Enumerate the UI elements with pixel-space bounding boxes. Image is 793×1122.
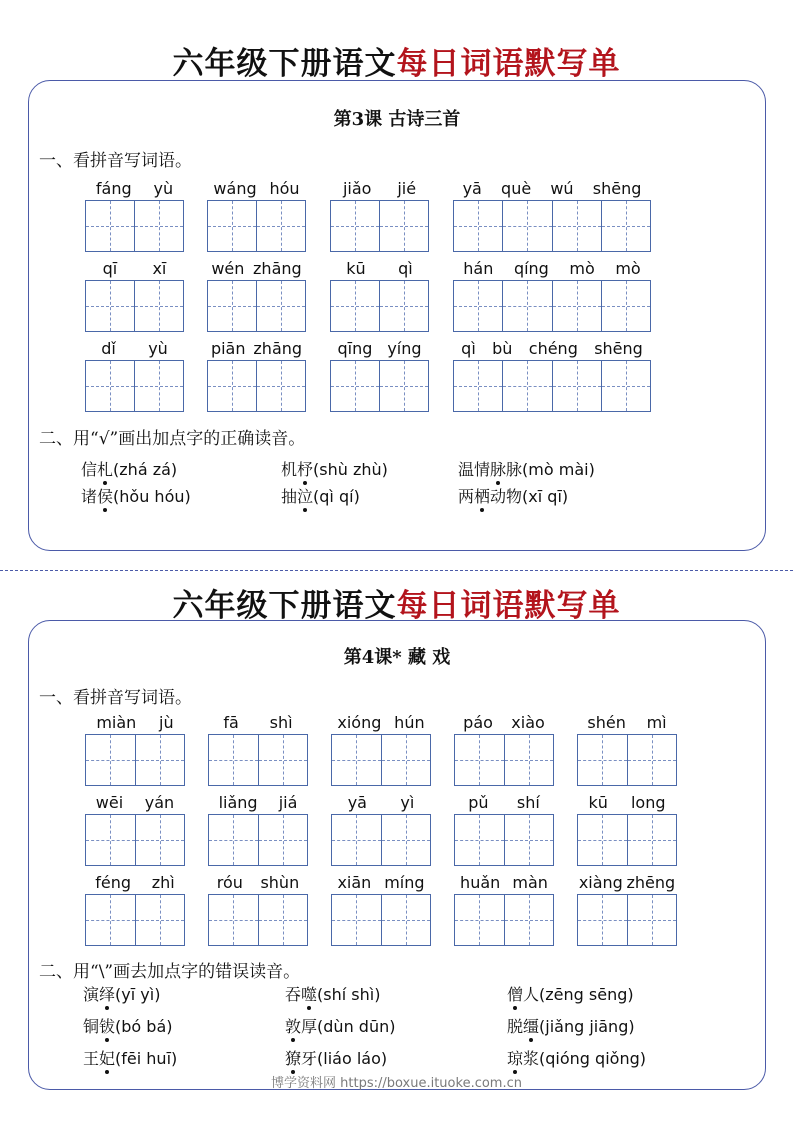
pronunciation-question[interactable] bbox=[458, 484, 568, 507]
tianzige-writing-grid[interactable] bbox=[208, 894, 308, 946]
dotted-character: 噬 bbox=[301, 985, 318, 1004]
pinyin-syllable: yù bbox=[153, 179, 174, 198]
pinyin-syllable: hóu bbox=[269, 179, 300, 198]
pinyin-syllable: piān bbox=[210, 339, 246, 358]
pinyin-syllable: zhāng bbox=[253, 339, 303, 358]
pinyin-options[interactable]: (dùn dūn) bbox=[317, 1017, 396, 1036]
pinyin-syllable: xiàng bbox=[578, 873, 623, 892]
writing-cell[interactable] bbox=[552, 201, 601, 251]
pinyin-label bbox=[85, 872, 185, 894]
tianzige-writing-grid[interactable] bbox=[331, 894, 431, 946]
pinyin-syllable: màn bbox=[512, 873, 548, 892]
tianzige-writing-grid[interactable] bbox=[330, 200, 429, 252]
writing-cell[interactable] bbox=[209, 735, 258, 785]
word-text: 人 bbox=[523, 985, 540, 1004]
pinyin-word-box bbox=[207, 178, 306, 252]
pinyin-word-box bbox=[208, 792, 308, 866]
pinyin-label bbox=[454, 712, 554, 734]
writing-cell[interactable] bbox=[379, 201, 428, 251]
writing-cell[interactable] bbox=[86, 201, 134, 251]
writing-cell[interactable] bbox=[601, 201, 650, 251]
section1-heading: 一、看拼音写词语。 bbox=[39, 688, 192, 708]
pinyin-syllable: jiá bbox=[278, 793, 298, 812]
pinyin-options[interactable]: (bó bá) bbox=[115, 1017, 173, 1036]
pinyin-label bbox=[330, 178, 429, 200]
writing-cell[interactable] bbox=[379, 281, 428, 331]
pinyin-label bbox=[330, 258, 429, 280]
pronunciation-question[interactable] bbox=[507, 1014, 635, 1037]
pronunciation-question[interactable] bbox=[83, 1046, 177, 1069]
tianzige-writing-grid[interactable] bbox=[85, 814, 185, 866]
writing-cell[interactable] bbox=[578, 895, 627, 945]
writing-cell[interactable] bbox=[331, 281, 379, 331]
dotted-character: 敦 bbox=[285, 1017, 302, 1036]
pronunciation-question[interactable] bbox=[285, 1046, 387, 1069]
writing-cell[interactable] bbox=[601, 361, 650, 411]
pinyin-word-box bbox=[453, 338, 651, 412]
writing-cell[interactable] bbox=[258, 895, 308, 945]
pinyin-syllable: hán bbox=[463, 259, 494, 278]
pinyin-label bbox=[331, 872, 431, 894]
pinyin-syllable: kū bbox=[346, 259, 366, 278]
word-text: 铜 bbox=[83, 1017, 100, 1036]
writing-cell[interactable] bbox=[454, 361, 502, 411]
writing-cell[interactable] bbox=[86, 281, 134, 331]
pinyin-word-box bbox=[453, 178, 651, 252]
word-text: 温情 bbox=[458, 460, 491, 479]
writing-cell[interactable] bbox=[504, 895, 554, 945]
writing-cell[interactable] bbox=[601, 281, 650, 331]
pinyin-syllable: yù bbox=[148, 339, 168, 358]
writing-cell[interactable] bbox=[455, 735, 504, 785]
pinyin-options[interactable]: (liáo láo) bbox=[317, 1049, 388, 1068]
pinyin-syllable: xiān bbox=[337, 873, 372, 892]
pronunciation-question[interactable] bbox=[507, 1046, 646, 1069]
writing-cell[interactable] bbox=[454, 201, 502, 251]
writing-cell[interactable] bbox=[256, 281, 305, 331]
lesson-title: 第4课* 藏 戏 bbox=[343, 647, 451, 668]
tianzige-writing-grid[interactable] bbox=[454, 734, 554, 786]
lesson-title: 第3课 古诗三首 bbox=[333, 109, 461, 130]
pinyin-word-box bbox=[331, 712, 431, 786]
pinyin-syllable: què bbox=[501, 179, 532, 198]
writing-cell[interactable] bbox=[134, 361, 183, 411]
pinyin-word-box bbox=[331, 872, 431, 946]
pinyin-options[interactable]: (yī yì) bbox=[115, 985, 161, 1004]
pronunciation-question[interactable] bbox=[458, 457, 595, 480]
dotted-character: 脉 bbox=[490, 460, 507, 479]
pinyin-syllable: qíng bbox=[513, 259, 549, 278]
pinyin-options[interactable]: (shí shì) bbox=[317, 985, 381, 1004]
pinyin-label bbox=[85, 258, 184, 280]
pinyin-options[interactable]: (mò mài) bbox=[522, 460, 595, 479]
pinyin-word-box bbox=[330, 178, 429, 252]
title-black-part: 六年级下册语文 bbox=[172, 46, 397, 82]
writing-cell[interactable] bbox=[258, 815, 308, 865]
word-text: 抽 bbox=[281, 487, 298, 506]
pronunciation-question[interactable] bbox=[285, 982, 380, 1005]
dotted-character: 钹 bbox=[99, 1017, 116, 1036]
pinyin-syllable: fā bbox=[223, 713, 239, 732]
pinyin-syllable: yì bbox=[400, 793, 415, 812]
pinyin-options[interactable]: (jiǎng jiāng) bbox=[539, 1017, 635, 1036]
pinyin-syllable: bù bbox=[492, 339, 513, 358]
pinyin-label bbox=[453, 258, 651, 280]
pinyin-word-box bbox=[85, 338, 184, 412]
pinyin-syllable: wēi bbox=[95, 793, 124, 812]
pinyin-syllable: shēng bbox=[592, 179, 642, 198]
pinyin-syllable: huǎn bbox=[460, 873, 501, 892]
writing-cell[interactable] bbox=[502, 281, 551, 331]
pinyin-syllable: fáng bbox=[95, 179, 132, 198]
title-red-part: 每日词语默写单 bbox=[396, 46, 621, 82]
tianzige-writing-grid[interactable] bbox=[577, 814, 677, 866]
word-text: 机 bbox=[281, 460, 298, 479]
tianzige-writing-grid[interactable] bbox=[85, 360, 184, 412]
word-text: 浆 bbox=[523, 1049, 540, 1068]
writing-cell[interactable] bbox=[379, 361, 428, 411]
pinyin-label bbox=[85, 792, 185, 814]
writing-cell[interactable] bbox=[135, 895, 185, 945]
writing-cell[interactable] bbox=[381, 895, 431, 945]
writing-cell[interactable] bbox=[455, 815, 504, 865]
pinyin-label bbox=[454, 872, 554, 894]
pinyin-word-box bbox=[577, 712, 677, 786]
pinyin-syllable: míng bbox=[384, 873, 425, 892]
pronunciation-question[interactable] bbox=[83, 1014, 173, 1037]
dotted-character: 泣 bbox=[297, 487, 314, 506]
dotted-character: 杼 bbox=[297, 460, 314, 479]
writing-cell[interactable] bbox=[332, 815, 381, 865]
dotted-character: 僧 bbox=[507, 985, 524, 1004]
watermark: 博学资料网 https://boxue.ituoke.com.cn bbox=[271, 1076, 522, 1091]
pinyin-options[interactable]: (qióng qiǒng) bbox=[539, 1049, 646, 1068]
tianzige-writing-grid[interactable] bbox=[207, 280, 306, 332]
dotted-character: 琼 bbox=[507, 1049, 524, 1068]
word-text: 动物 bbox=[490, 487, 523, 506]
tianzige-writing-grid[interactable] bbox=[85, 894, 185, 946]
pinyin-options[interactable]: (zēng sēng) bbox=[539, 985, 634, 1004]
writing-cell[interactable] bbox=[209, 815, 258, 865]
pinyin-syllable: yíng bbox=[387, 339, 422, 358]
writing-cell[interactable] bbox=[331, 361, 379, 411]
pinyin-syllable: mì bbox=[646, 713, 667, 732]
writing-cell[interactable] bbox=[552, 281, 601, 331]
pinyin-syllable: yā bbox=[347, 793, 367, 812]
dotted-character: 獠 bbox=[285, 1049, 302, 1068]
pinyin-syllable: yán bbox=[144, 793, 175, 812]
word-text: 厚 bbox=[301, 1017, 318, 1036]
pinyin-word-box bbox=[577, 792, 677, 866]
pinyin-label bbox=[453, 178, 651, 200]
tianzige-writing-grid[interactable] bbox=[331, 814, 431, 866]
dotted-character: 札 bbox=[97, 460, 114, 479]
pinyin-syllable: qī bbox=[102, 259, 118, 278]
word-text: 王 bbox=[83, 1049, 100, 1068]
writing-cell[interactable] bbox=[209, 895, 258, 945]
writing-cell[interactable] bbox=[256, 201, 305, 251]
pinyin-options[interactable]: (xī qī) bbox=[522, 487, 569, 506]
pinyin-label bbox=[85, 712, 185, 734]
pinyin-label bbox=[208, 712, 308, 734]
pinyin-syllable: wáng bbox=[213, 179, 257, 198]
writing-cell[interactable] bbox=[381, 815, 431, 865]
writing-cell[interactable] bbox=[502, 361, 551, 411]
word-text: 演 bbox=[83, 985, 100, 1004]
pinyin-syllable: qì bbox=[398, 259, 413, 278]
pinyin-syllable: jiǎo bbox=[342, 179, 372, 198]
pronunciation-question[interactable] bbox=[81, 457, 177, 480]
pinyin-label bbox=[207, 178, 306, 200]
pinyin-label bbox=[331, 792, 431, 814]
writing-cell[interactable] bbox=[135, 815, 185, 865]
pinyin-syllable: yā bbox=[462, 179, 482, 198]
pinyin-options[interactable]: (hǒu hóu) bbox=[113, 487, 191, 506]
sheet1-title bbox=[0, 38, 793, 83]
pinyin-syllable: mò bbox=[569, 259, 595, 278]
writing-cell[interactable] bbox=[208, 201, 256, 251]
pinyin-syllable: páo bbox=[463, 713, 493, 732]
pinyin-label bbox=[85, 178, 184, 200]
word-text: 吞 bbox=[285, 985, 302, 1004]
word-text: 诸 bbox=[81, 487, 98, 506]
pronunciation-question[interactable] bbox=[285, 1014, 395, 1037]
writing-cell[interactable] bbox=[258, 735, 308, 785]
writing-cell[interactable] bbox=[256, 361, 305, 411]
tianzige-writing-grid[interactable] bbox=[454, 814, 554, 866]
word-text: 信 bbox=[81, 460, 98, 479]
pinyin-label bbox=[577, 712, 677, 734]
pinyin-word-box bbox=[207, 338, 306, 412]
tianzige-writing-grid[interactable] bbox=[207, 360, 306, 412]
tianzige-writing-grid[interactable] bbox=[577, 894, 677, 946]
pinyin-syllable: jù bbox=[159, 713, 174, 732]
sheet2-title bbox=[0, 580, 793, 625]
pinyin-word-box bbox=[85, 792, 185, 866]
tianzige-writing-grid[interactable] bbox=[85, 734, 185, 786]
pinyin-syllable: zhēng bbox=[626, 873, 676, 892]
word-text: 脱 bbox=[507, 1017, 524, 1036]
pinyin-word-box bbox=[207, 258, 306, 332]
pinyin-syllable: zhì bbox=[151, 873, 175, 892]
pinyin-options[interactable]: (fēi huī) bbox=[115, 1049, 178, 1068]
tianzige-writing-grid[interactable] bbox=[577, 734, 677, 786]
writing-cell[interactable] bbox=[86, 735, 135, 785]
pinyin-syllable: shēng bbox=[594, 339, 643, 358]
pinyin-syllable: dǐ bbox=[101, 339, 116, 358]
dotted-character: 缰 bbox=[523, 1017, 540, 1036]
dotted-character: 绎 bbox=[99, 985, 116, 1004]
writing-cell[interactable] bbox=[552, 361, 601, 411]
pronunciation-question[interactable] bbox=[83, 982, 160, 1005]
pinyin-syllable: xiào bbox=[511, 713, 545, 732]
pinyin-label bbox=[208, 872, 308, 894]
tianzige-writing-grid[interactable] bbox=[331, 734, 431, 786]
tianzige-writing-grid[interactable] bbox=[453, 200, 651, 252]
tianzige-writing-grid[interactable] bbox=[208, 814, 308, 866]
dotted-character: 侯 bbox=[97, 487, 114, 506]
pinyin-label bbox=[208, 792, 308, 814]
word-text: 两 bbox=[458, 487, 475, 506]
pinyin-syllable: xī bbox=[152, 259, 167, 278]
pinyin-label bbox=[330, 338, 429, 360]
pinyin-syllable: wú bbox=[550, 179, 574, 198]
tianzige-writing-grid[interactable] bbox=[207, 200, 306, 252]
pinyin-label bbox=[207, 258, 306, 280]
pinyin-word-box bbox=[454, 712, 554, 786]
pinyin-word-box bbox=[331, 792, 431, 866]
writing-cell[interactable] bbox=[627, 895, 677, 945]
pinyin-syllable: shén bbox=[587, 713, 626, 732]
pinyin-syllable: pǔ bbox=[468, 793, 489, 812]
pinyin-syllable: shí bbox=[516, 793, 540, 812]
dotted-character: 栖 bbox=[474, 487, 491, 506]
writing-cell[interactable] bbox=[502, 201, 551, 251]
writing-cell[interactable] bbox=[332, 895, 381, 945]
pinyin-syllable: shùn bbox=[260, 873, 300, 892]
dotted-character: 妃 bbox=[99, 1049, 116, 1068]
pinyin-syllable: liǎng bbox=[218, 793, 258, 812]
tianzige-writing-grid[interactable] bbox=[453, 360, 651, 412]
pinyin-word-box bbox=[453, 258, 651, 332]
pronunciation-question[interactable] bbox=[281, 484, 360, 507]
pinyin-syllable: long bbox=[630, 793, 666, 812]
pinyin-syllable: hún bbox=[394, 713, 425, 732]
pinyin-label bbox=[577, 872, 677, 894]
cut-line-divider bbox=[0, 570, 793, 571]
pinyin-syllable: qīng bbox=[337, 339, 373, 358]
writing-cell[interactable] bbox=[627, 735, 677, 785]
word-text: 脉 bbox=[506, 460, 523, 479]
writing-cell[interactable] bbox=[454, 281, 502, 331]
pinyin-word-box bbox=[85, 872, 185, 946]
writing-cell[interactable] bbox=[135, 735, 185, 785]
pinyin-syllable: xióng bbox=[337, 713, 382, 732]
tianzige-writing-grid[interactable] bbox=[454, 894, 554, 946]
pinyin-syllable: mò bbox=[615, 259, 641, 278]
sheet1-panel bbox=[28, 80, 766, 551]
pinyin-word-box bbox=[208, 872, 308, 946]
writing-cell[interactable] bbox=[134, 201, 183, 251]
pinyin-label bbox=[454, 792, 554, 814]
pinyin-options[interactable]: (shù zhù) bbox=[313, 460, 388, 479]
section1-heading: 一、看拼音写词语。 bbox=[39, 151, 192, 171]
pronunciation-question[interactable] bbox=[507, 982, 634, 1005]
pinyin-syllable: wén bbox=[211, 259, 245, 278]
tianzige-writing-grid[interactable] bbox=[85, 280, 184, 332]
writing-cell[interactable] bbox=[332, 735, 381, 785]
tianzige-writing-grid[interactable] bbox=[453, 280, 651, 332]
title-black-part: 六年级下册语文 bbox=[172, 588, 397, 624]
writing-cell[interactable] bbox=[504, 815, 554, 865]
title-red-part: 每日词语默写单 bbox=[396, 588, 621, 624]
pinyin-syllable: róu bbox=[216, 873, 243, 892]
pronunciation-question[interactable] bbox=[281, 457, 388, 480]
section2-heading: 二、用“\”画去加点字的错误读音。 bbox=[39, 962, 301, 982]
writing-cell[interactable] bbox=[86, 895, 135, 945]
writing-cell[interactable] bbox=[504, 735, 554, 785]
pinyin-syllable: miàn bbox=[96, 713, 137, 732]
pinyin-label bbox=[331, 712, 431, 734]
pinyin-options[interactable]: (zhá zá) bbox=[113, 460, 178, 479]
pinyin-word-box bbox=[85, 178, 184, 252]
tianzige-writing-grid[interactable] bbox=[330, 280, 429, 332]
section2-heading: 二、用“√”画出加点字的正确读音。 bbox=[39, 429, 306, 449]
writing-cell[interactable] bbox=[134, 281, 183, 331]
writing-cell[interactable] bbox=[455, 895, 504, 945]
writing-cell[interactable] bbox=[578, 815, 627, 865]
sheet2-panel bbox=[28, 620, 766, 1090]
pinyin-label bbox=[207, 338, 306, 360]
pinyin-word-box bbox=[454, 792, 554, 866]
pinyin-syllable: qì bbox=[461, 339, 476, 358]
pinyin-word-box bbox=[330, 338, 429, 412]
writing-cell[interactable] bbox=[86, 815, 135, 865]
writing-cell[interactable] bbox=[578, 735, 627, 785]
pinyin-word-box bbox=[577, 872, 677, 946]
writing-cell[interactable] bbox=[331, 201, 379, 251]
writing-cell[interactable] bbox=[208, 361, 256, 411]
word-text: 牙 bbox=[301, 1049, 318, 1068]
tianzige-writing-grid[interactable] bbox=[85, 200, 184, 252]
pinyin-word-box bbox=[85, 258, 184, 332]
pinyin-syllable: shì bbox=[269, 713, 293, 732]
pinyin-word-box bbox=[208, 712, 308, 786]
writing-cell[interactable] bbox=[381, 735, 431, 785]
pinyin-word-box bbox=[85, 712, 185, 786]
writing-cell[interactable] bbox=[627, 815, 677, 865]
writing-cell[interactable] bbox=[208, 281, 256, 331]
pinyin-options[interactable]: (qì qí) bbox=[313, 487, 360, 506]
pinyin-label bbox=[85, 338, 184, 360]
pinyin-syllable: zhāng bbox=[253, 259, 302, 278]
pinyin-label bbox=[577, 792, 677, 814]
tianzige-writing-grid[interactable] bbox=[330, 360, 429, 412]
pinyin-word-box bbox=[454, 872, 554, 946]
tianzige-writing-grid[interactable] bbox=[208, 734, 308, 786]
pinyin-syllable: féng bbox=[95, 873, 132, 892]
writing-cell[interactable] bbox=[86, 361, 134, 411]
pronunciation-question[interactable] bbox=[81, 484, 191, 507]
pinyin-word-box bbox=[330, 258, 429, 332]
pinyin-syllable: jié bbox=[397, 179, 417, 198]
pinyin-syllable: chéng bbox=[528, 339, 578, 358]
pinyin-syllable: kū bbox=[588, 793, 608, 812]
pinyin-label bbox=[453, 338, 651, 360]
